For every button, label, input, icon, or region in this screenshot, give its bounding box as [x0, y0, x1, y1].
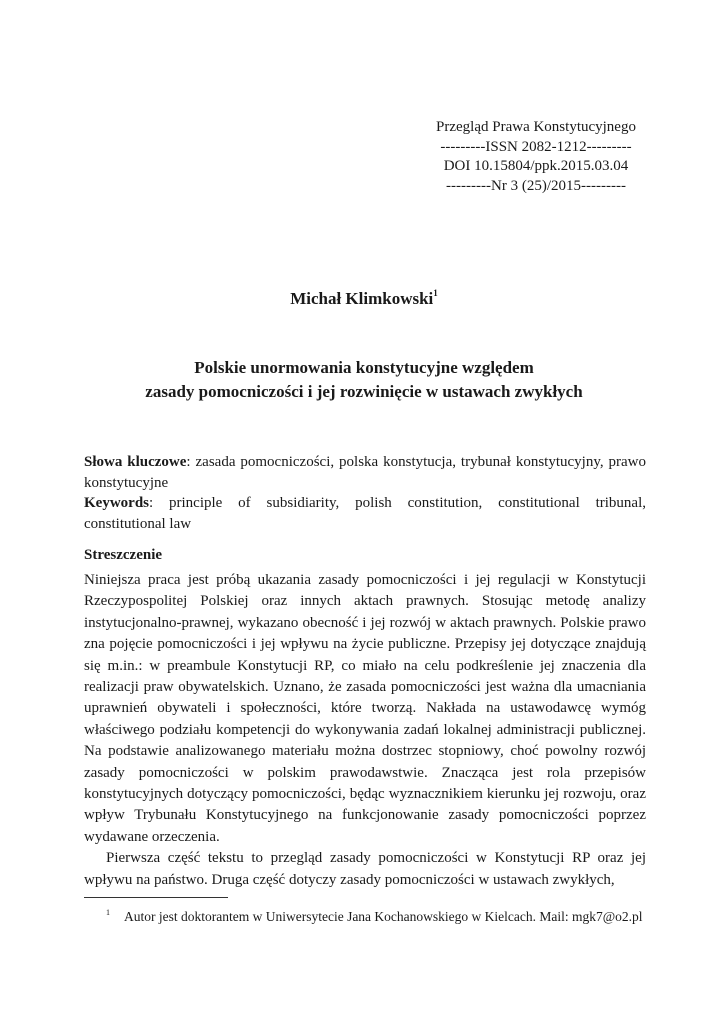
- paper-title: [60, 356, 668, 404]
- footnote: [84, 903, 646, 927]
- author: [0, 288, 728, 309]
- keywords-block: [84, 452, 646, 534]
- keywords-pl-text: : zasada pomocniczości, polska konstytucja, trybunał konstytucyjny, prawo konstytucyjne: [84, 454, 647, 491]
- footnote-divider: [84, 897, 228, 898]
- author-name: Michał Klimkowski: [290, 289, 434, 308]
- title-line-1: Polskie unormowania konstytucyjne względem: [194, 358, 534, 377]
- keywords-pl: [84, 452, 646, 493]
- issue-number: ---------Nr 3 (25)/2015---------: [446, 177, 626, 194]
- keywords-en: [84, 493, 646, 534]
- keywords-en-label: Keywords: [84, 495, 149, 511]
- author-footnote-ref[interactable]: 1: [433, 288, 438, 298]
- title-line-2: zasady pomocniczości i jej rozwinięcie w ustawach zwykłych: [145, 382, 583, 401]
- keywords-en-text: : principle of subsidiarity, polish constitution, constitutional tribunal, constitutional law: [84, 495, 646, 532]
- abstract-paragraph-1: Niniejsza praca jest próbą ukazania zasady pomocniczości i jej regulacji w Konstytucji Rzeczypospolitej Polskiej oraz innych aktach prawnych. Stosując metodę analizy instytucjonalno-prawnej, wykazano obecność i jej rozwój w aktach prawnych. Polskie prawo zna pojęcie pomocniczości i jej wpływu na życie publiczne. Przepisy jej dotyczące znajdują się m.in.: w preambule Konstytucji RP, co miało na celu podkreślenie jej znaczenia dla realizacji praw obywatelskich. Uznano, że zasada pomocniczości jest ważna dla umacniania uprawnień obywateli i społeczności, które tworzą. Nakłada na ustawodawcę wymóg właściwego podziału kompetencji do wykonywania zadań lokalnej administracji publicznej. Na podstawie analizowanego materiału można dostrzec stopniowy, choć powolny rozwój zasady pomocniczości w polskim prawodawstwie. Znacząca jest rola przepisów konstytucyjnych dotyczący pomocniczości, będąc wyznacznikiem kierunku jej rozwoju, oraz wpływ Trybunału Konstytucyjnego na funkcjonowanie zasady pomocniczości poprzez wydawane orzeczenia.: [84, 572, 646, 845]
- keywords-pl-label: Słowa kluczowe: [84, 454, 187, 470]
- abstract-paragraph-2: Pierwsza część tekstu to przegląd zasady pomocniczości w Konstytucji RP oraz jej wpływu na państwo. Druga część dotyczy zasady pomocniczości w ustawach zwykłych,: [84, 850, 646, 888]
- journal-header: [420, 118, 652, 196]
- doi: DOI 10.15804/ppk.2015.03.04: [443, 158, 629, 174]
- footnote-text: Autor jest doktorantem w Uniwersytecie Jana Kochanowskiego w Kielcach. Mail: mgk7@o2.pl: [124, 909, 643, 924]
- abstract-heading: Streszczenie: [84, 547, 163, 563]
- journal-name: Przegląd Prawa Konstytucyjnego: [436, 119, 636, 135]
- abstract-body: [84, 570, 646, 891]
- footnote-number: 1: [106, 908, 110, 917]
- issn: ---------ISSN 2082-1212---------: [440, 138, 632, 155]
